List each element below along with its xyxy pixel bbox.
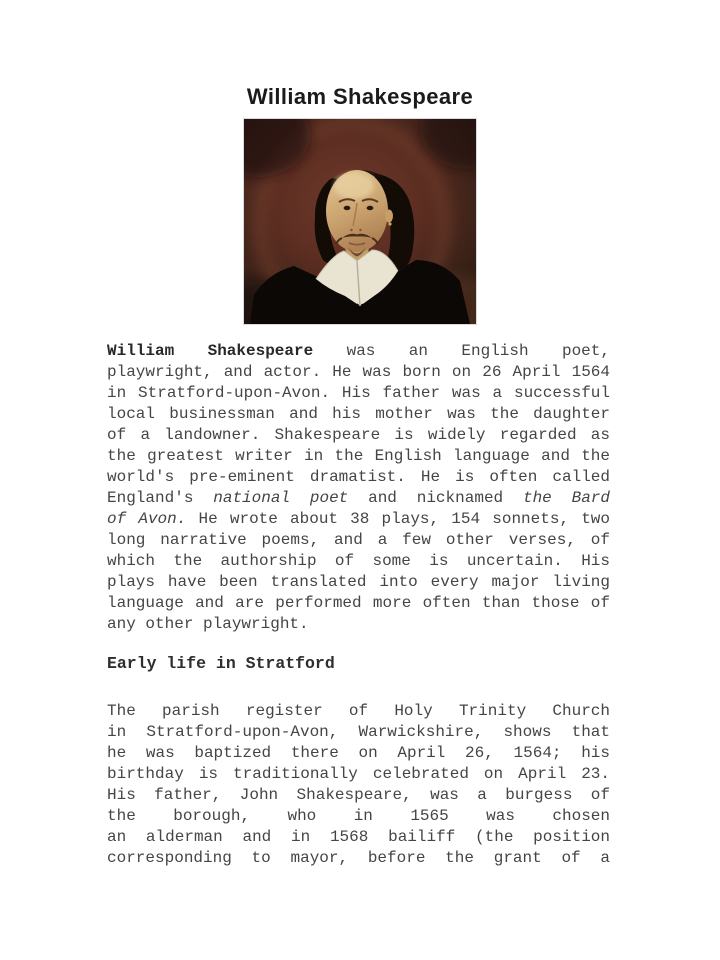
text-line: corresponding to mayor, before the grant of a <box>107 849 610 867</box>
text-line: in Stratford-upon-Avon. His father was a successful <box>107 384 610 402</box>
text-line: he was baptized there on April 26, 1564; his <box>107 744 610 762</box>
text-line: His father, John Shakespeare, was a burgess of <box>107 786 610 804</box>
text-line: in Stratford-upon-Avon, Warwickshire, shows that <box>107 723 610 741</box>
section-heading-early-life: Early life in Stratford <box>107 654 335 673</box>
text-line: of Avon. He wrote about 38 plays, 154 sonnets, two <box>107 510 610 528</box>
text-line: any other playwright. <box>107 615 309 633</box>
text-line: an alderman and in 1568 bailiff (the position <box>107 828 610 846</box>
page-title: William Shakespeare <box>246 84 474 109</box>
text-line: long narrative poems, and a few other verses, of <box>107 531 610 549</box>
early-life-paragraph <box>107 701 610 869</box>
text-line: the greatest writer in the English language and the <box>107 447 610 465</box>
text-line: of a landowner. Shakespeare is widely regarded as <box>107 426 610 444</box>
text-line: William Shakespeare was an English poet, <box>107 342 610 360</box>
text-line: England's national poet and nicknamed the Bard <box>107 489 610 507</box>
text-line: local businessman and his mother was the daughter <box>107 405 610 423</box>
text-line: The parish register of Holy Trinity Church <box>107 702 610 720</box>
text-line: birthday is traditionally celebrated on April 23. <box>107 765 610 783</box>
shakespeare-portrait <box>243 118 477 325</box>
article-body <box>107 341 610 869</box>
text-line: playwright, and actor. He was born on 26 April 1564 <box>107 363 610 381</box>
text-line: the borough, who in 1565 was chosen <box>107 807 610 825</box>
text-line: language and are performed more often than those of <box>107 594 610 612</box>
text-line: which the authorship of some is uncertain. His <box>107 552 610 570</box>
intro-paragraph <box>107 341 610 635</box>
text-line: plays have been translated into every major living <box>107 573 610 591</box>
chandos-portrait-image <box>244 119 476 324</box>
text-line: world's pre-eminent dramatist. He is often called <box>107 468 610 486</box>
